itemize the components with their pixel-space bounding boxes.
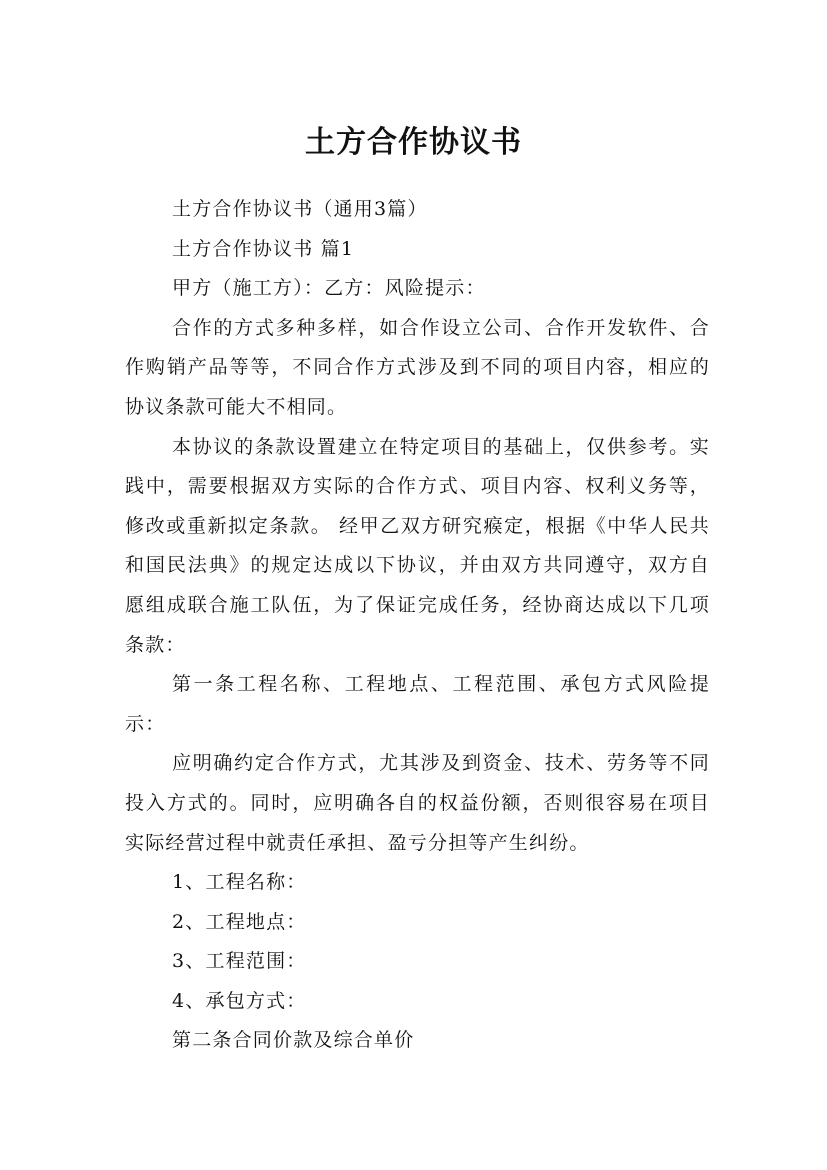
article-heading-paragraph: 第一条工程名称、工程地点、工程范围、承包方式风险提示：	[125, 673, 710, 735]
list-item: 3、工程范围：	[172, 950, 307, 973]
body-paragraph: 合作的方式多种多样，如合作设立公司、合作开发软件、合作购销产品等等，不同合作方式涉及到不同的项目内容，相应的协议条款可能大不相同。	[125, 316, 710, 418]
body-paragraph: 应明确约定合作方式，尤其涉及到资金、技术、劳务等不同投入方式的。同时，应明确各自的权益份额，否则很容易在项目实际经营过程中就责任承担、盈亏分担等产生纠纷。	[125, 752, 710, 854]
list-item: 2、工程地点：	[172, 910, 307, 933]
list-item: 4、承包方式：	[172, 989, 307, 1012]
document-title: 土方合作协议书	[305, 125, 522, 161]
section-heading-paragraph: 土方合作协议书 篇1	[172, 237, 355, 260]
parties-paragraph: 甲方（施工方）：乙方：风险提示：	[172, 277, 486, 300]
subtitle-paragraph: 土方合作协议书（通用3篇）	[172, 198, 428, 220]
body-paragraph: 本协议的条款设置建立在特定项目的基础上，仅供参考。实践中，需要根据双方实际的合作方式、项目内容、权利义务等，修改或重新拟定条款。 经甲乙双方研究瘊定，根据《中华人民共和国民法典》的规定达成以下协议，并由双方共同遵守，双方自愿组成联合施工队伍，为了保证完成任务，经协商达成以下几项条款：	[125, 435, 710, 656]
document-body	[125, 190, 710, 1061]
list-item: 1、工程名称：	[172, 871, 307, 894]
article-heading-paragraph: 第二条合同价款及综合单价	[172, 1029, 415, 1052]
